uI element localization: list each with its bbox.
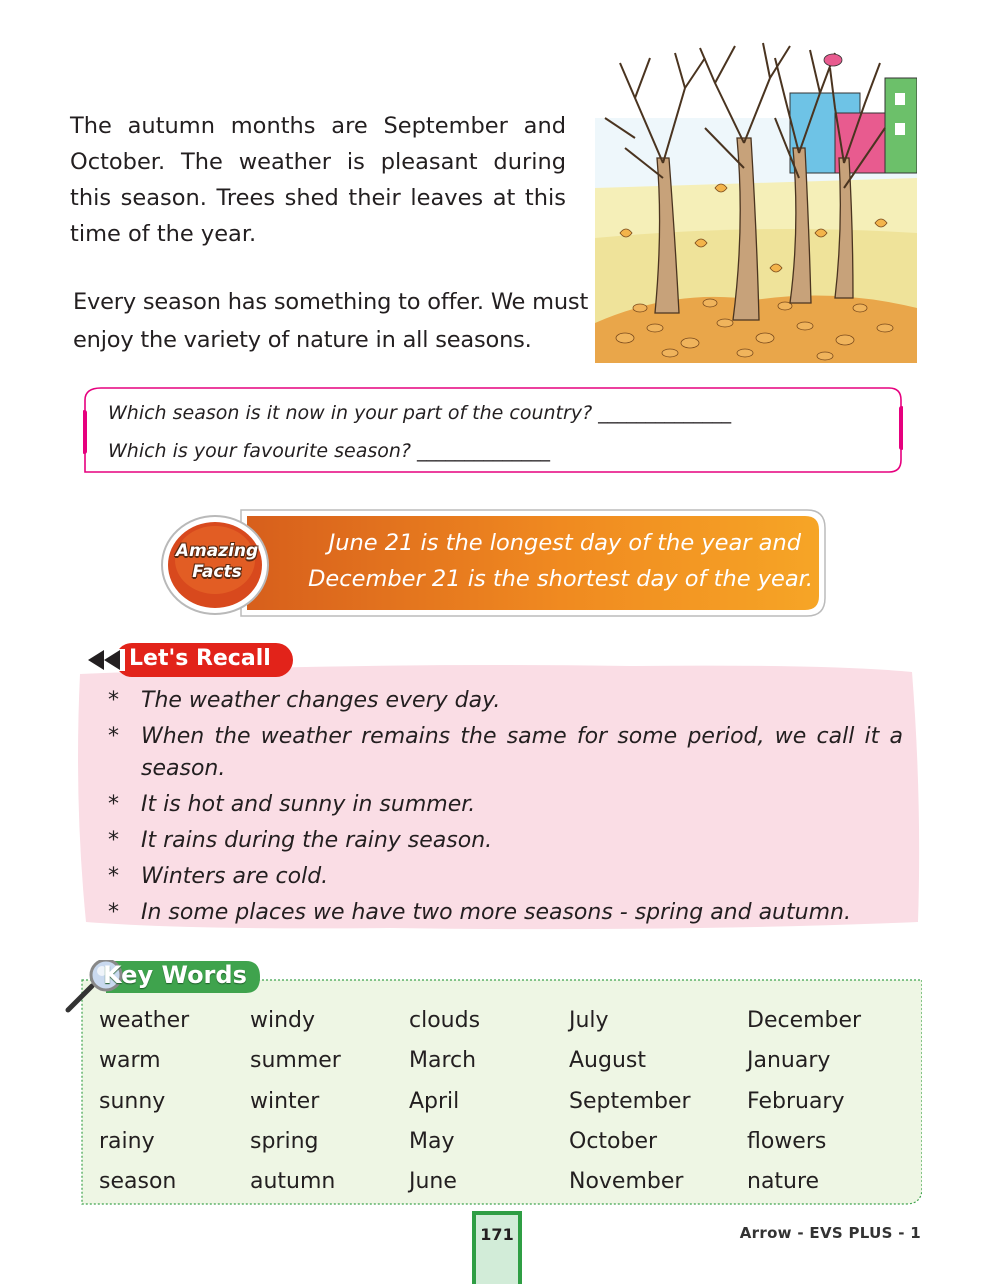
recall-item — [108, 861, 903, 893]
key-words-column — [569, 1001, 691, 1202]
amazing-facts-label-line-1: Amazing — [175, 541, 259, 561]
recall-item — [108, 721, 903, 785]
key-word: April — [409, 1088, 460, 1114]
intro-paragraph-2 — [73, 283, 593, 359]
intro-paragraph-2-line-1: Every season has something to offer. We must — [73, 289, 589, 315]
key-word: October — [569, 1128, 658, 1154]
key-word: December — [747, 1008, 862, 1033]
key-word: clouds — [409, 1008, 481, 1033]
key-word: May — [409, 1128, 455, 1154]
amazing-facts-label-line-2: Facts — [192, 562, 242, 582]
key-word: windy — [250, 1008, 316, 1033]
autumn-trees-illustration — [595, 38, 917, 363]
key-word: season — [99, 1169, 177, 1195]
recall-item-text: In some places we have two more seasons - spring and autumn. — [141, 900, 851, 925]
key-word: January — [747, 1048, 831, 1074]
fact-line-1: June 21 is the longest day of the year and — [328, 530, 801, 556]
key-word: July — [569, 1008, 609, 1033]
recall-item-text: When the weather remains the same for some period, we call it a season. — [141, 724, 903, 781]
key-words-column — [250, 1001, 341, 1202]
key-word: spring — [250, 1128, 319, 1154]
key-word: summer — [250, 1048, 341, 1074]
page-number: 171 — [480, 1225, 514, 1244]
key-word: February — [747, 1088, 845, 1114]
bullet-star: * — [108, 828, 119, 853]
bullet-star: * — [108, 792, 119, 817]
recall-title: Let's Recall — [129, 646, 271, 671]
key-word: warm — [99, 1048, 161, 1074]
key-word: March — [409, 1048, 477, 1074]
key-word: sunny — [99, 1088, 166, 1114]
bullet-star: * — [108, 724, 119, 749]
key-word: November — [569, 1169, 684, 1195]
recall-item — [108, 897, 903, 929]
key-word: nature — [747, 1169, 820, 1195]
key-words-title: Key Words — [103, 961, 247, 989]
key-words-column — [747, 1001, 861, 1202]
key-word: June — [409, 1169, 457, 1195]
recall-item-text: Winters are cold. — [141, 864, 329, 889]
key-word: winter — [250, 1088, 320, 1114]
intro-paragraph: The autumn months are September and October. The weather is pleasant during this season. Trees shed their leaves at this time of the year. — [70, 113, 566, 247]
bullet-star: * — [108, 688, 119, 713]
recall-item — [108, 685, 903, 717]
key-word: rainy — [99, 1128, 155, 1154]
key-word: September — [569, 1088, 691, 1114]
key-word: flowers — [747, 1128, 827, 1154]
book-title: Arrow - EVS PLUS - 1 — [739, 1224, 921, 1242]
recall-item-text: It rains during the rainy season. — [141, 828, 493, 853]
recall-item — [108, 825, 903, 857]
fact-line-2: December 21 is the shortest day of the year. — [308, 566, 813, 592]
recall-item-text: It is hot and sunny in summer. — [141, 792, 476, 817]
bullet-star: * — [108, 900, 119, 925]
key-words-column — [409, 1001, 480, 1202]
question-current-season: Which season is it now in your part of the country? ______________ — [108, 402, 732, 424]
key-word: August — [569, 1048, 646, 1074]
recall-item-text: The weather changes every day. — [141, 688, 501, 713]
question-favourite-season: Which is your favourite season? ______________ — [108, 440, 551, 462]
page-number-box — [472, 1211, 522, 1284]
intro-paragraph-2-line-2: enjoy the variety of nature in all seasons. — [73, 327, 532, 353]
key-word: autumn — [250, 1169, 336, 1195]
bullet-star: * — [108, 864, 119, 889]
amazing-facts-label — [165, 541, 269, 583]
recall-item — [108, 789, 903, 821]
amazing-facts-banner — [233, 508, 827, 618]
key-words-column — [99, 1001, 189, 1202]
key-word: weather — [99, 1008, 190, 1033]
